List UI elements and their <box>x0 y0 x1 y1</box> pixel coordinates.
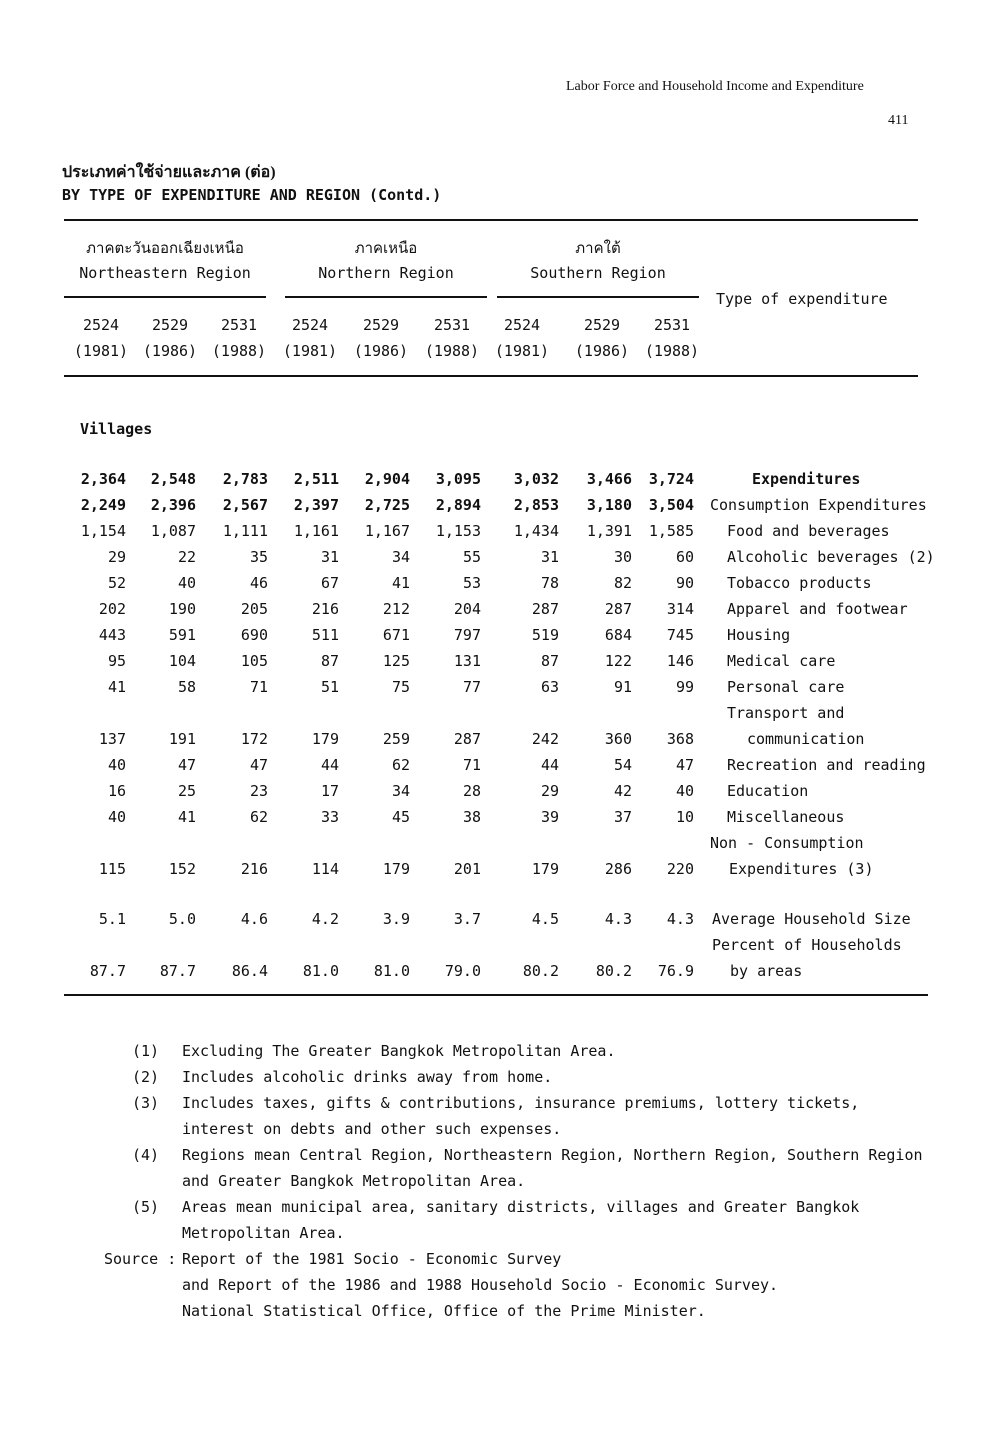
type-of-expenditure-header: Type of expenditure <box>716 290 888 308</box>
table-cell: 47 <box>675 756 694 774</box>
table-cell: 46 <box>249 574 268 592</box>
table-cell: 591 <box>168 626 196 644</box>
table-cell: 3.9 <box>382 910 410 928</box>
table-cell: 77 <box>462 678 481 696</box>
table-cell: 287 <box>531 600 559 618</box>
table-cell: 2,567 <box>222 496 268 514</box>
row-label: Consumption Expenditures <box>710 496 927 514</box>
table-cell: 1,161 <box>293 522 339 540</box>
title-english: BY TYPE OF EXPENDITURE AND REGION (Contd.) <box>62 186 442 204</box>
table-cell: 95 <box>107 652 126 670</box>
year-be-header: 2529 <box>583 316 621 334</box>
table-cell: 179 <box>531 860 559 878</box>
table-cell: 797 <box>453 626 481 644</box>
table-cell: 3,466 <box>586 470 632 488</box>
table-cell: 511 <box>311 626 339 644</box>
row-label: Food and beverages <box>727 522 890 540</box>
region-rule-northern <box>285 296 487 298</box>
year-be-header: 2529 <box>151 316 189 334</box>
footnote-key: (3) <box>132 1094 160 1112</box>
table-cell: 41 <box>107 678 126 696</box>
table-cell: 40 <box>675 782 694 800</box>
table-cell: 52 <box>107 574 126 592</box>
table-cell: 30 <box>613 548 632 566</box>
year-ce-header: (1988) <box>211 342 267 360</box>
header-top-rule <box>64 219 918 221</box>
table-cell: 443 <box>98 626 126 644</box>
table-cell: 87 <box>320 652 339 670</box>
table-cell: 368 <box>666 730 694 748</box>
row-label: Personal care <box>727 678 845 696</box>
table-cell: 2,397 <box>293 496 339 514</box>
footnote-rule <box>64 994 928 996</box>
table-cell: 99 <box>675 678 694 696</box>
table-cell: 54 <box>613 756 632 774</box>
footnote-text: Includes taxes, gifts & contributions, insurance premiums, lottery tickets, <box>182 1094 860 1112</box>
year-be-header: 2531 <box>653 316 691 334</box>
table-cell: 4.5 <box>531 910 559 928</box>
section-label: Villages <box>80 420 153 438</box>
table-cell: 114 <box>311 860 339 878</box>
footnote-key: (4) <box>132 1146 160 1164</box>
footnote-text: and Greater Bangkok Metropolitan Area. <box>182 1172 526 1190</box>
row-label: communication <box>747 730 865 748</box>
region-northern-english: Northern Region <box>318 264 454 282</box>
table-cell: 1,434 <box>513 522 559 540</box>
source-key: Source : <box>104 1250 177 1268</box>
table-cell: 2,548 <box>150 470 196 488</box>
footnote-key: (5) <box>132 1198 160 1216</box>
table-cell: 90 <box>675 574 694 592</box>
table-cell: 39 <box>540 808 559 826</box>
table-cell: 34 <box>391 782 410 800</box>
footnote-text: Includes alcoholic drinks away from home. <box>182 1068 553 1086</box>
row-label: Housing <box>727 626 791 644</box>
year-be-header: 2529 <box>362 316 400 334</box>
table-cell: 81.0 <box>373 962 410 980</box>
table-cell: 115 <box>98 860 126 878</box>
table-cell: 44 <box>320 756 339 774</box>
table-cell: 125 <box>382 652 410 670</box>
table-cell: 204 <box>453 600 481 618</box>
footnote-text: Regions mean Central Region, Northeastern Region, Northern Region, Southern Region <box>182 1146 923 1164</box>
table-cell: 47 <box>177 756 196 774</box>
table-cell: 1,154 <box>80 522 126 540</box>
table-cell: 205 <box>240 600 268 618</box>
region-rule-southern <box>497 296 699 298</box>
table-cell: 519 <box>531 626 559 644</box>
row-label: Education <box>727 782 809 800</box>
table-cell: 2,783 <box>222 470 268 488</box>
table-cell: 259 <box>382 730 410 748</box>
table-cell: 22 <box>177 548 196 566</box>
title-thai: ประเภทค่าใช้จ่ายและภาค (ต่อ) <box>62 164 276 181</box>
table-cell: 1,391 <box>586 522 632 540</box>
footnote-text: interest on debts and other such expenses. <box>182 1120 562 1138</box>
table-cell: 5.0 <box>168 910 196 928</box>
row-label: Expenditures (3) <box>729 860 874 878</box>
footnote-key: (1) <box>132 1042 160 1060</box>
year-be-header: 2531 <box>220 316 258 334</box>
table-cell: 37 <box>613 808 632 826</box>
table-cell: 29 <box>107 548 126 566</box>
table-cell: 81.0 <box>302 962 339 980</box>
table-cell: 201 <box>453 860 481 878</box>
table-cell: 146 <box>666 652 694 670</box>
year-ce-header: (1988) <box>644 342 700 360</box>
row-label: Transport and <box>727 704 845 722</box>
table-cell: 40 <box>107 756 126 774</box>
table-cell: 35 <box>249 548 268 566</box>
table-cell: 684 <box>604 626 632 644</box>
table-cell: 2,396 <box>150 496 196 514</box>
row-label: by areas <box>730 962 803 980</box>
footnote-text: Metropolitan Area. <box>182 1224 345 1242</box>
table-cell: 179 <box>311 730 339 748</box>
table-cell: 87 <box>540 652 559 670</box>
table-cell: 137 <box>98 730 126 748</box>
table-cell: 40 <box>107 808 126 826</box>
table-cell: 55 <box>462 548 481 566</box>
table-cell: 91 <box>613 678 632 696</box>
table-cell: 3,180 <box>586 496 632 514</box>
table-cell: 131 <box>453 652 481 670</box>
table-cell: 2,904 <box>364 470 410 488</box>
table-cell: 44 <box>540 756 559 774</box>
table-cell: 33 <box>320 808 339 826</box>
table-cell: 42 <box>613 782 632 800</box>
table-cell: 82 <box>613 574 632 592</box>
region-rule-northeastern <box>64 296 266 298</box>
row-label: Tobacco products <box>727 574 872 592</box>
table-cell: 10 <box>675 808 694 826</box>
footnote-text: Areas mean municipal area, sanitary districts, villages and Greater Bangkok <box>182 1198 860 1216</box>
table-cell: 31 <box>320 548 339 566</box>
source-text: Report of the 1981 Socio - Economic Survey <box>182 1250 562 1268</box>
table-cell: 2,249 <box>80 496 126 514</box>
page-number: 411 <box>888 113 909 128</box>
table-cell: 31 <box>540 548 559 566</box>
footnote-text: Excluding The Greater Bangkok Metropolitan Area. <box>182 1042 616 1060</box>
table-cell: 3.7 <box>453 910 481 928</box>
table-cell: 314 <box>666 600 694 618</box>
row-label: Average Household Size <box>712 910 911 928</box>
table-cell: 17 <box>320 782 339 800</box>
table-cell: 16 <box>107 782 126 800</box>
table-cell: 63 <box>540 678 559 696</box>
table-cell: 76.9 <box>657 962 694 980</box>
table-cell: 1,167 <box>364 522 410 540</box>
year-be-header: 2531 <box>433 316 471 334</box>
row-label: Alcoholic beverages (2) <box>727 548 935 566</box>
table-cell: 3,724 <box>648 470 694 488</box>
row-label: Percent of Households <box>712 936 902 954</box>
table-cell: 80.2 <box>522 962 559 980</box>
year-ce-header: (1986) <box>142 342 198 360</box>
table-cell: 172 <box>240 730 268 748</box>
table-cell: 287 <box>604 600 632 618</box>
table-cell: 671 <box>382 626 410 644</box>
table-cell: 53 <box>462 574 481 592</box>
table-cell: 87.7 <box>159 962 196 980</box>
table-cell: 29 <box>540 782 559 800</box>
year-ce-header: (1981) <box>73 342 129 360</box>
year-be-header: 2524 <box>291 316 329 334</box>
table-cell: 80.2 <box>595 962 632 980</box>
row-label: Apparel and footwear <box>727 600 908 618</box>
row-label: Medical care <box>727 652 836 670</box>
table-cell: 62 <box>391 756 410 774</box>
table-cell: 47 <box>249 756 268 774</box>
table-cell: 152 <box>168 860 196 878</box>
table-cell: 58 <box>177 678 196 696</box>
year-ce-header: (1986) <box>574 342 630 360</box>
table-cell: 62 <box>249 808 268 826</box>
table-cell: 78 <box>540 574 559 592</box>
table-cell: 212 <box>382 600 410 618</box>
table-cell: 2,364 <box>80 470 126 488</box>
table-cell: 38 <box>462 808 481 826</box>
table-cell: 25 <box>177 782 196 800</box>
table-cell: 190 <box>168 600 196 618</box>
table-cell: 1,153 <box>435 522 481 540</box>
source-text: and Report of the 1986 and 1988 Household Socio - Economic Survey. <box>182 1276 779 1294</box>
table-cell: 41 <box>177 808 196 826</box>
table-cell: 216 <box>311 600 339 618</box>
table-cell: 60 <box>675 548 694 566</box>
table-cell: 71 <box>249 678 268 696</box>
year-ce-header: (1981) <box>494 342 550 360</box>
table-cell: 45 <box>391 808 410 826</box>
table-cell: 4.3 <box>604 910 632 928</box>
region-northeastern-english: Northeastern Region <box>79 264 251 282</box>
table-cell: 28 <box>462 782 481 800</box>
row-label: Miscellaneous <box>727 808 845 826</box>
table-cell: 216 <box>240 860 268 878</box>
table-cell: 104 <box>168 652 196 670</box>
table-cell: 286 <box>604 860 632 878</box>
table-cell: 71 <box>462 756 481 774</box>
table-cell: 220 <box>666 860 694 878</box>
table-cell: 4.6 <box>240 910 268 928</box>
table-cell: 2,853 <box>513 496 559 514</box>
region-southern-thai: ภาคใต้ <box>575 241 621 257</box>
table-cell: 40 <box>177 574 196 592</box>
table-cell: 86.4 <box>231 962 268 980</box>
table-cell: 360 <box>604 730 632 748</box>
table-cell: 202 <box>98 600 126 618</box>
year-ce-header: (1986) <box>353 342 409 360</box>
table-cell: 105 <box>240 652 268 670</box>
year-ce-header: (1988) <box>424 342 480 360</box>
table-cell: 3,504 <box>648 496 694 514</box>
table-cell: 4.2 <box>311 910 339 928</box>
table-cell: 87.7 <box>89 962 126 980</box>
year-be-header: 2524 <box>82 316 120 334</box>
header-bottom-rule <box>64 375 918 377</box>
table-cell: 75 <box>391 678 410 696</box>
row-label: Non - Consumption <box>710 834 864 852</box>
table-cell: 191 <box>168 730 196 748</box>
table-cell: 23 <box>249 782 268 800</box>
table-cell: 1,087 <box>150 522 196 540</box>
table-cell: 51 <box>320 678 339 696</box>
row-label: Expenditures <box>752 470 861 488</box>
table-cell: 67 <box>320 574 339 592</box>
year-be-header: 2524 <box>503 316 541 334</box>
table-cell: 690 <box>240 626 268 644</box>
table-cell: 3,095 <box>435 470 481 488</box>
table-cell: 1,585 <box>648 522 694 540</box>
table-cell: 122 <box>604 652 632 670</box>
region-northern-thai: ภาคเหนือ <box>354 241 418 257</box>
row-label: Recreation and reading <box>727 756 926 774</box>
table-cell: 4.3 <box>666 910 694 928</box>
region-southern-english: Southern Region <box>530 264 666 282</box>
table-cell: 2,725 <box>364 496 410 514</box>
table-cell: 287 <box>453 730 481 748</box>
table-cell: 745 <box>666 626 694 644</box>
table-cell: 2,894 <box>435 496 481 514</box>
table-cell: 79.0 <box>444 962 481 980</box>
region-northeastern-thai: ภาคตะวันออกเฉียงเหนือ <box>86 241 244 257</box>
table-cell: 3,032 <box>513 470 559 488</box>
table-cell: 41 <box>391 574 410 592</box>
table-cell: 2,511 <box>293 470 339 488</box>
table-cell: 34 <box>391 548 410 566</box>
table-cell: 242 <box>531 730 559 748</box>
running-head: Labor Force and Household Income and Expenditure <box>566 79 864 94</box>
source-text: National Statistical Office, Office of the Prime Minister. <box>182 1302 706 1320</box>
table-cell: 179 <box>382 860 410 878</box>
table-cell: 1,111 <box>222 522 268 540</box>
table-cell: 5.1 <box>98 910 126 928</box>
year-ce-header: (1981) <box>282 342 338 360</box>
footnote-key: (2) <box>132 1068 160 1086</box>
